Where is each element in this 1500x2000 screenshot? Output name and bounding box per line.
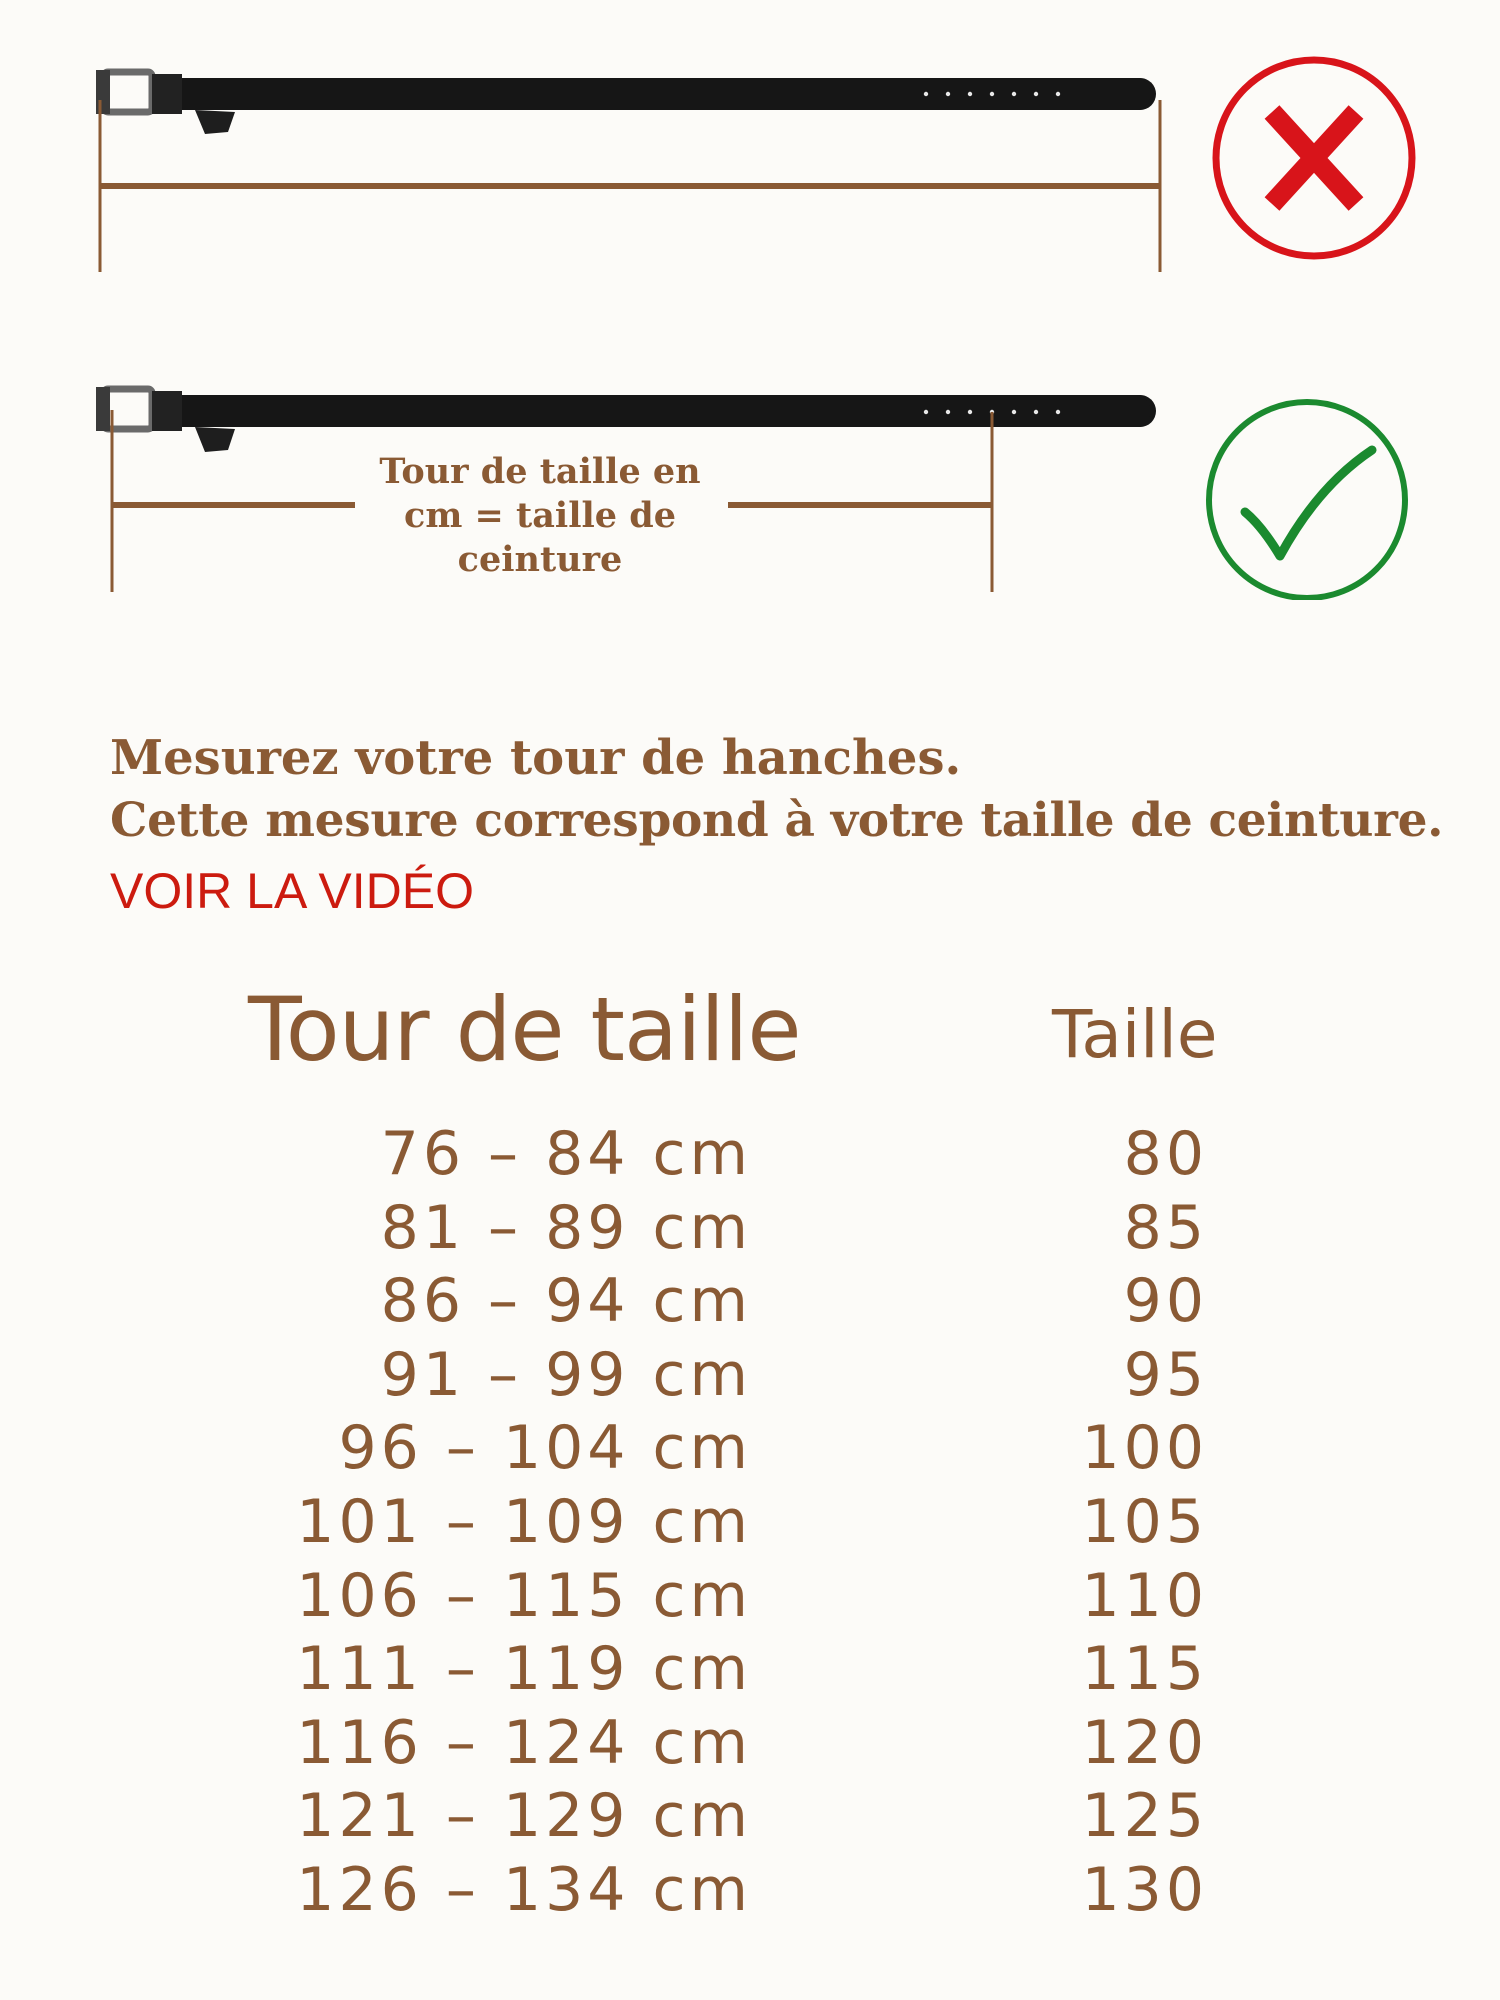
belt-size: 120 <box>1081 1707 1208 1778</box>
waist-range: 101 – 109 cm <box>296 1486 752 1557</box>
table-row <box>0 1633 1500 1707</box>
measure-label-line: cm = taille de <box>404 495 676 536</box>
table-row <box>0 1560 1500 1634</box>
belt-size: 115 <box>1081 1634 1208 1705</box>
waist-range: 91 – 99 cm <box>380 1339 752 1410</box>
table-row <box>0 1780 1500 1854</box>
waist-range: 81 – 89 cm <box>380 1192 752 1263</box>
waist-range: 121 – 129 cm <box>296 1781 752 1852</box>
table-row <box>0 1854 1500 1928</box>
measure-line-full <box>100 100 1160 272</box>
waist-range: 111 – 119 cm <box>296 1634 752 1705</box>
correct-measurement-diagram <box>0 370 1500 600</box>
waist-range: 106 – 115 cm <box>296 1560 752 1631</box>
x-icon <box>1216 60 1412 256</box>
header-waist: Tour de taille <box>248 978 801 1081</box>
belt-size: 100 <box>1081 1413 1208 1484</box>
belt-size: 130 <box>1081 1854 1208 1925</box>
measure-label <box>340 450 740 582</box>
wrong-measurement-diagram <box>0 40 1500 280</box>
table-row <box>0 1192 1500 1266</box>
instruction-belt-size: Cette mesure correspond à votre taille de ceinture. <box>110 793 1444 848</box>
waist-range: 116 – 124 cm <box>296 1707 752 1778</box>
instruction-measure-hips: Mesurez votre tour de hanches. <box>110 730 962 786</box>
belt-size: 125 <box>1081 1781 1208 1852</box>
belt-size: 95 <box>1123 1339 1208 1410</box>
header-size: Taille <box>1052 996 1218 1073</box>
table-row <box>0 1486 1500 1560</box>
checkmark-icon <box>1209 402 1405 598</box>
watch-video-link[interactable]: VOIR LA VIDÉO <box>110 863 475 919</box>
waist-range: 76 – 84 cm <box>380 1119 752 1189</box>
size-table <box>0 1118 1500 1928</box>
table-row <box>0 1339 1500 1413</box>
belt-size: 80 <box>1123 1119 1208 1189</box>
belt-image <box>96 387 1156 452</box>
waist-range: 126 – 134 cm <box>296 1854 752 1925</box>
table-row <box>0 1118 1500 1192</box>
belt-size: 105 <box>1081 1486 1208 1557</box>
belt-size: 85 <box>1123 1192 1208 1263</box>
table-row <box>0 1412 1500 1486</box>
measure-label-line: Tour de taille en <box>379 451 701 492</box>
table-row <box>0 1265 1500 1339</box>
table-row <box>0 1707 1500 1781</box>
belt-size: 110 <box>1081 1560 1208 1631</box>
waist-range: 86 – 94 cm <box>380 1266 752 1337</box>
waist-range: 96 – 104 cm <box>338 1413 752 1484</box>
measure-label-line: ceinture <box>457 539 623 580</box>
belt-image <box>96 70 1156 134</box>
belt-size: 90 <box>1123 1266 1208 1337</box>
